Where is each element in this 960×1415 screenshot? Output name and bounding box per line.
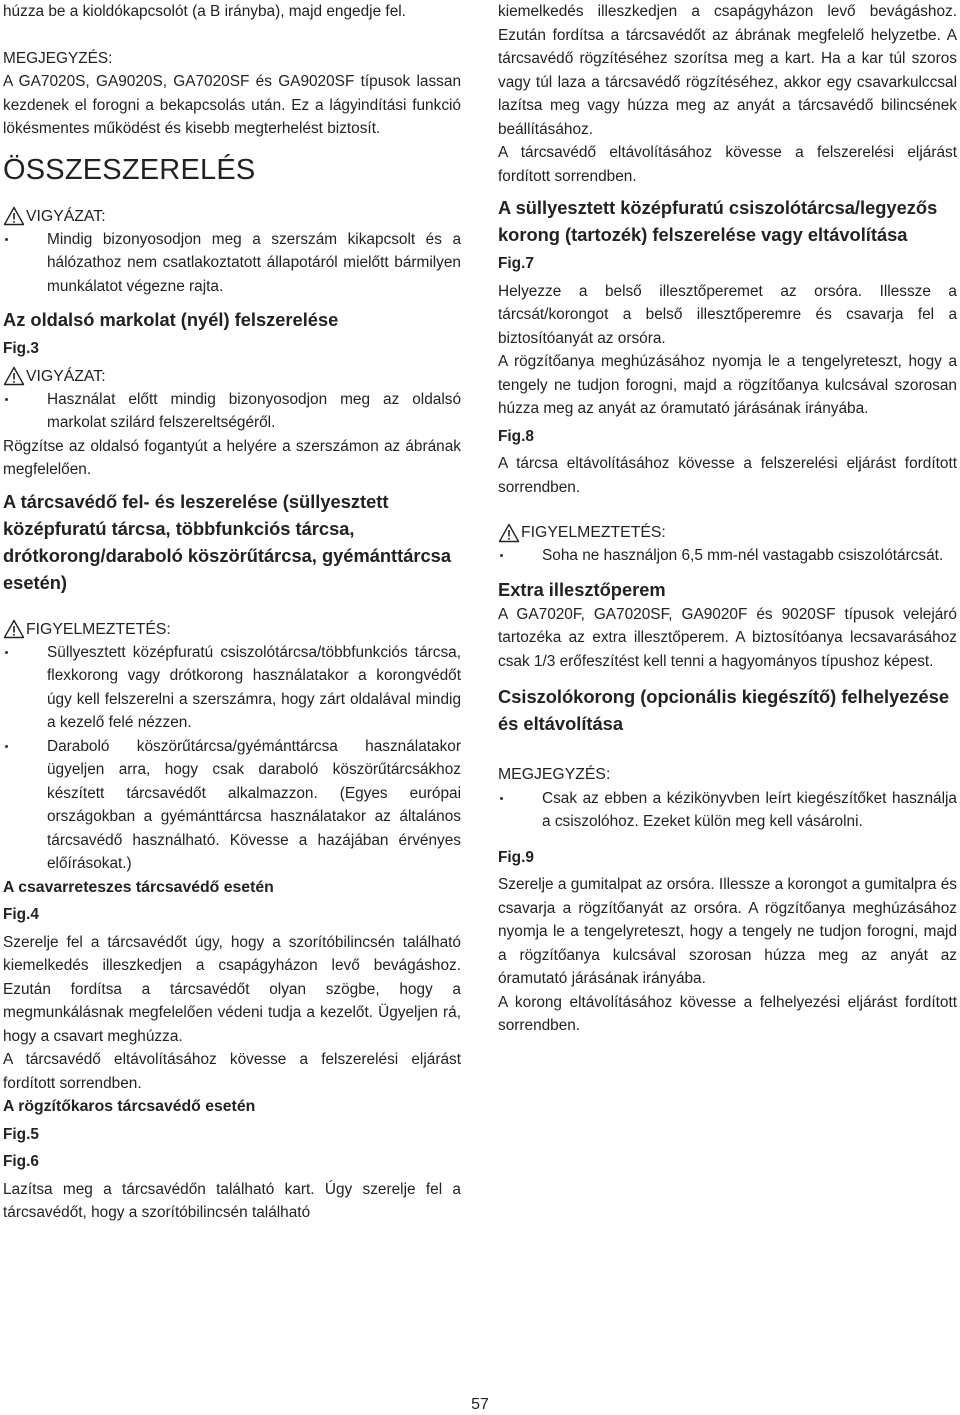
warning-list-right	[498, 544, 957, 568]
intro-paragraph: húzza be a kioldókapcsolót (a B irányba), majd engedje fel.	[3, 3, 406, 20]
heading-wheel: A süllyesztett középfuratú csiszolótárcsa/legyezős korong (tartozék) felszerelése vagy eltávolítása	[498, 197, 938, 245]
note-label: MEGJEGYZÉS:	[3, 49, 113, 67]
fig4-remove-paragraph: A tárcsavédő eltávolításához kövesse a felszerelési eljárást fordított sorrendben.	[3, 1051, 461, 1092]
fig-8-label: Fig.8	[498, 427, 534, 445]
warning-label: FIGYELMEZTETÉS:	[26, 620, 171, 638]
warning-heading	[3, 618, 461, 641]
heading-extra-flange: Extra illesztőperem	[498, 578, 666, 600]
note-list-right	[498, 787, 957, 834]
heading-lever-guard: A rögzítőkaros tárcsavédő esetén	[3, 1098, 256, 1115]
fig-7-label: Fig.7	[498, 255, 534, 272]
fig9-paragraph-b: A korong eltávolításához kövesse a felhelyezési eljárást fordított sorrendben.	[498, 993, 957, 1034]
extra-flange-paragraph: A GA7020F, GA7020SF, GA9020F és 9020SF típusok velejáró tartozéka az extra illesztőperem. A biztosítóanya lecsavarásához csak 1/3 erőfeszítést kell tenni a hagyományos típushoz képest.	[498, 605, 957, 670]
continued-paragraph: kiemelkedés illeszkedjen a csapágyházon levő bevágáshoz. Ezután fordítsa a tárcsavédőt az ábrának megfelelő helyzetbe. A tárcsavédő rögzítéséhez szorítsa meg a kart. Ha a kar túl szoros vagy túl laza a tárcsavédő rögzítéséhez, akkor egy csavarkulccsal lazítsa meg vagy húzza meg az anyát a tárcsavédő bilincsének beállításához.	[498, 3, 957, 138]
heading-side-handle: Az oldalsó markolat (nyél) felszerelése	[3, 309, 339, 330]
fig7-paragraph-a: Helyezze a belső illesztőperemet az orsóra. Illessze a tárcsát/korongot a belső illesztőperemre és csavarja fel a biztosítóanyát az orsóra.	[498, 282, 957, 347]
warning-triangle-icon	[3, 206, 25, 226]
list-item: Mindig bizonyosodjon meg a szerszám kikapcsolt és a hálózathoz nem csatlakoztatott állapotáról mielőtt bármilyen munkálatot végezne rajta.	[3, 228, 461, 299]
warning-triangle-icon	[3, 619, 25, 639]
side-handle-paragraph: Rögzítse az oldalsó fogantyút a helyére a szerszámon az ábrának megfelelően.	[3, 437, 461, 478]
warning-label-right: FIGYELMEZTETÉS:	[521, 524, 666, 541]
right-column	[498, 0, 957, 1038]
list-item: Használat előtt mindig bizonyosodjon meg az oldalsó markolat szilárd felszereltségéről.	[3, 388, 461, 435]
caution-heading-2	[3, 365, 461, 388]
fig7-paragraph-b: A rögzítőanya meghúzásához nyomja le a tengelyreteszt, hogy a tengely ne tudjon forogni, majd a rögzítőanya kulcsával szorosan húzza meg az anyát az óramutató járásának irányába.	[498, 353, 957, 417]
warning-triangle-icon	[3, 366, 25, 386]
heading-screw-guard: A csavarreteszes tárcsavédő esetén	[3, 878, 274, 896]
warning-heading-right	[498, 521, 957, 544]
guard-remove-paragraph: A tárcsavédő eltávolításához kövesse a felszerelési eljárást fordított sorrendben.	[498, 144, 957, 185]
fig9-paragraph-a: Szerelje a gumitalpat az orsóra. Illessze a korongot a gumitalpra és csavarja a rögzítőanyát az orsóra. A rögzítőanya meghúzásához nyomja le a tengelyreteszt, hogy a tengely ne tudjon forogni, majd a rögzítőanya kulcsával szorosan húzza meg az anyát az óramutató járásának irányába.	[498, 876, 957, 987]
warning-triangle-icon	[498, 523, 520, 543]
caution-list	[3, 228, 461, 299]
fig8-paragraph: A tárcsa eltávolításához kövesse a felszerelési eljárást fordított sorrendben.	[498, 455, 957, 496]
caution-label-2: VIGYÁZAT:	[26, 367, 106, 385]
heading-guard: A tárcsavédő fel- és leszerelése (süllyesztett középfuratú tárcsa, többfunkciós tárcsa, drótkorong/daraboló köszörűtárcsa, gyémánttárcsa esetén)	[3, 490, 452, 593]
fig6-paragraph: Lazítsa meg a tárcsavédőn található kart. Úgy szerelje fel a tárcsavédőt, hogy a szorítóbilincsén található	[3, 1180, 461, 1221]
fig-3-label: Fig.3	[3, 340, 39, 357]
note-label-right: MEGJEGYZÉS:	[498, 766, 611, 783]
list-item: Daraboló köszörűtárcsa/gyémánttárcsa használatakor ügyeljen arra, hogy csak daraboló köszörűtárcsákhoz készített tárcsavédőt alkalmazzon. (Egyes európai országokban a gyémánttárcsa használatakor az általános tárcsavédő használható. Kövesse a hazájában érvényes előírásokat.)	[3, 735, 461, 876]
caution-label: VIGYÁZAT:	[26, 207, 106, 225]
list-item: Csak az ebben a kézikönyvben leírt kiegészítőket használja a csiszolóhoz. Ezeket külön meg kell vásárolni.	[498, 787, 957, 834]
caution-heading	[3, 205, 461, 228]
list-item: Soha ne használjon 6,5 mm-nél vastagabb csiszolótárcsát.	[498, 544, 957, 568]
fig-5-label: Fig.5	[3, 1125, 39, 1143]
list-item: Süllyesztett középfuratú csiszolótárcsa/többfunkciós tárcsa, flexkorong vagy drótkorong használatakor a korongvédőt úgy kell felszerelni a szerszámra, hogy zárt oldalával mindig a kezelő felé nézzen.	[3, 641, 461, 735]
heading-abrasive: Csiszolókorong (opcionális kiegészítő) felhelyezése és eltávolítása	[498, 686, 950, 734]
fig-9-label: Fig.9	[498, 848, 534, 866]
page-number: 57	[471, 1396, 489, 1413]
left-column	[3, 0, 461, 1225]
fig-6-label: Fig.6	[3, 1153, 39, 1170]
fig-4-label: Fig.4	[3, 906, 39, 923]
note-text: A GA7020S, GA9020S, GA7020SF és GA9020SF típusok lassan kezdenek el forogni a bekapcsolás után. Ez a lágyindítási funkció lökésmentes működést és kisebb megterhelést biztosít.	[3, 73, 461, 137]
warning-list	[3, 641, 461, 876]
section-heading-assembly: ÖSSZESZERELÉS	[3, 153, 256, 186]
caution-list-2	[3, 388, 461, 435]
fig4-paragraph: Szerelje fel a tárcsavédőt úgy, hogy a szorítóbilincsén található kiemelkedés illeszkedjen a csapágyházon levő bevágáshoz. Ezután fordítsa a tárcsavédőt olyan szögbe, hogy a megmunkálásnak megfelelően védeni tudja a kezelőt. Ügyeljen rá, hogy a csavart meghúzza.	[3, 933, 461, 1045]
